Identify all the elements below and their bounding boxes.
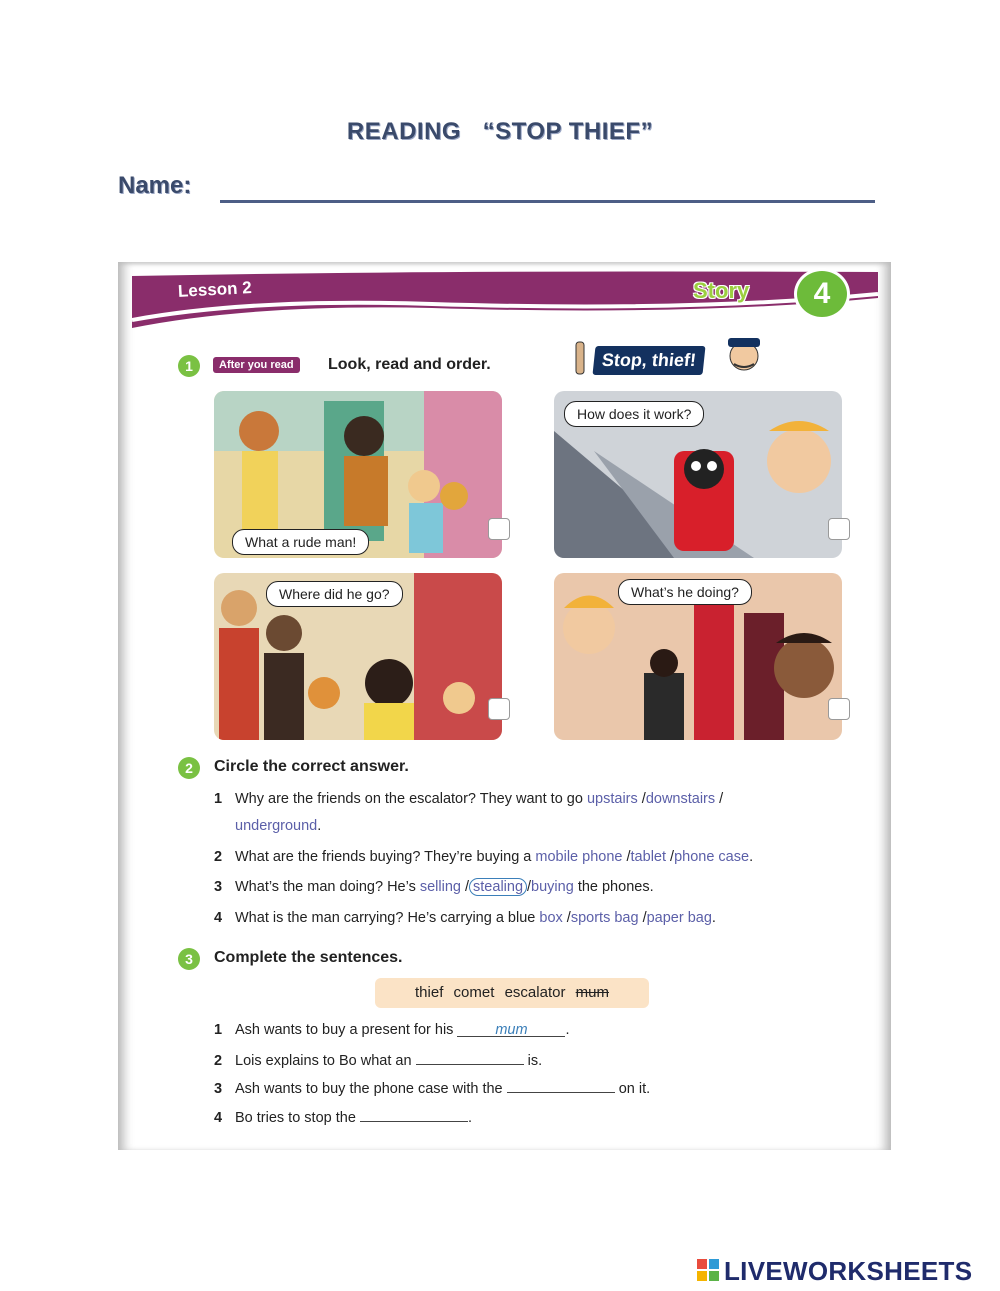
option-buying[interactable]: buying: [531, 879, 574, 895]
story-title-sign: [572, 336, 768, 380]
name-label: Name:: [118, 172, 192, 199]
sentence-3-4: [214, 1107, 472, 1126]
comic-panel-2: [554, 391, 842, 558]
order-box-1[interactable]: [488, 518, 510, 540]
option-upstairs[interactable]: upstairs: [586, 791, 638, 807]
question-2-2: 2 What are the friends buying? They’re buying a mobile phone /tablet /phone case.: [214, 849, 754, 865]
speech-bubble-3: Where did he go?: [266, 581, 403, 607]
question-text: What is the man carrying? He’s carrying a blue: [235, 910, 536, 926]
exercise-2-number: 2: [178, 757, 200, 779]
word-escalator: escalator: [504, 984, 566, 1001]
question-2-3: 3 What’s the man doing? He’s selling / stealing /buying the phones.: [214, 879, 654, 895]
story-title: Stop, thief!: [592, 346, 705, 375]
exercise-1-instruction: Look, read and order.: [328, 356, 491, 373]
sentence-text: Bo tries to stop the: [235, 1110, 356, 1126]
option-paper-bag[interactable]: paper bag: [646, 910, 712, 926]
sentence-3-2: [214, 1050, 542, 1069]
option-mobile-phone[interactable]: mobile phone: [535, 849, 623, 865]
question-text: Why are the friends on the escalator? They want to go: [235, 791, 583, 807]
option-tablet[interactable]: tablet: [630, 849, 667, 865]
option-stealing-circled[interactable]: stealing: [469, 878, 527, 896]
sentence-3-1: [214, 1022, 569, 1038]
sentence-end: is.: [527, 1053, 543, 1069]
option-downstairs[interactable]: downstairs: [645, 791, 716, 807]
answer-blank-2[interactable]: [416, 1050, 524, 1065]
sentence-number: 3: [214, 1081, 223, 1097]
liveworksheets-logo-text: LIVEWORKSHEETS: [724, 1256, 973, 1286]
liveworksheets-logo-icon: [697, 1259, 719, 1281]
option-box[interactable]: box: [539, 910, 563, 926]
sentence-text: Ash wants to buy a present for his: [235, 1022, 454, 1038]
worksheet-title: READING “STOP THIEF”: [346, 118, 654, 145]
question-number: 2: [214, 849, 223, 865]
exercise-1-number: 1: [178, 355, 200, 377]
option-underground[interactable]: underground: [235, 818, 318, 834]
exercise-3-instruction: Complete the sentences.: [214, 949, 403, 966]
question-text: What’s the man doing? He’s: [235, 879, 416, 895]
question-2-1: 1 Why are the friends on the escalator? They want to go upstairs /downstairs /: [214, 791, 724, 807]
answer-blank-4[interactable]: [360, 1107, 468, 1122]
textbook-page: [118, 262, 891, 1150]
sentence-end: on it.: [618, 1081, 651, 1097]
lesson-label: Lesson 2: [177, 278, 253, 301]
exercise-2-instruction: Circle the correct answer.: [214, 758, 409, 775]
story-label: Story: [693, 278, 750, 303]
speech-bubble-4: What’s he doing?: [618, 579, 752, 605]
word-mum-crossed: mum: [575, 984, 609, 1001]
word-thief: thief: [415, 984, 444, 1001]
option-selling[interactable]: selling: [419, 879, 461, 895]
question-number: 1: [214, 791, 223, 807]
order-box-2[interactable]: [828, 518, 850, 540]
exercise-3-number: 3: [178, 948, 200, 970]
answer-blank-1[interactable]: mum: [457, 1022, 565, 1037]
word-bank: [375, 978, 649, 1008]
comic-panel-1: [214, 391, 502, 558]
question-text: What are the friends buying? They’re buying a: [235, 849, 532, 865]
comic-panel-3: [214, 573, 502, 740]
order-box-3[interactable]: [488, 698, 510, 720]
sentence-text: Lois explains to Bo what an: [235, 1053, 412, 1069]
order-box-4[interactable]: [828, 698, 850, 720]
sentence-3-3: [214, 1078, 650, 1097]
option-sports-bag[interactable]: sports bag: [570, 910, 639, 926]
name-input-line[interactable]: [220, 200, 875, 203]
sentence-number: 1: [214, 1022, 223, 1038]
sentence-end: .: [565, 1022, 570, 1038]
question-number: 3: [214, 879, 223, 895]
sentence-number: 4: [214, 1110, 223, 1126]
unit-number-badge: 4: [794, 268, 850, 320]
answer-blank-3[interactable]: [507, 1078, 615, 1093]
question-number: 4: [214, 910, 223, 926]
sentence-number: 2: [214, 1053, 223, 1069]
after-you-read-badge: After you read: [213, 357, 300, 373]
word-comet: comet: [453, 984, 495, 1001]
option-phone-case[interactable]: phone case: [674, 849, 750, 865]
comic-panel-4: [554, 573, 842, 740]
speech-bubble-1: What a rude man!: [232, 529, 369, 555]
sentence-end: .: [467, 1110, 472, 1126]
question-tail: the phones.: [577, 879, 654, 895]
sentence-text: Ash wants to buy the phone case with the: [235, 1081, 503, 1097]
speech-bubble-2: How does it work?: [564, 401, 704, 427]
question-2-1-continued: underground.: [235, 818, 322, 834]
question-2-4: 4 What is the man carrying? He’s carrying a blue box /sports bag /paper bag.: [214, 910, 716, 926]
